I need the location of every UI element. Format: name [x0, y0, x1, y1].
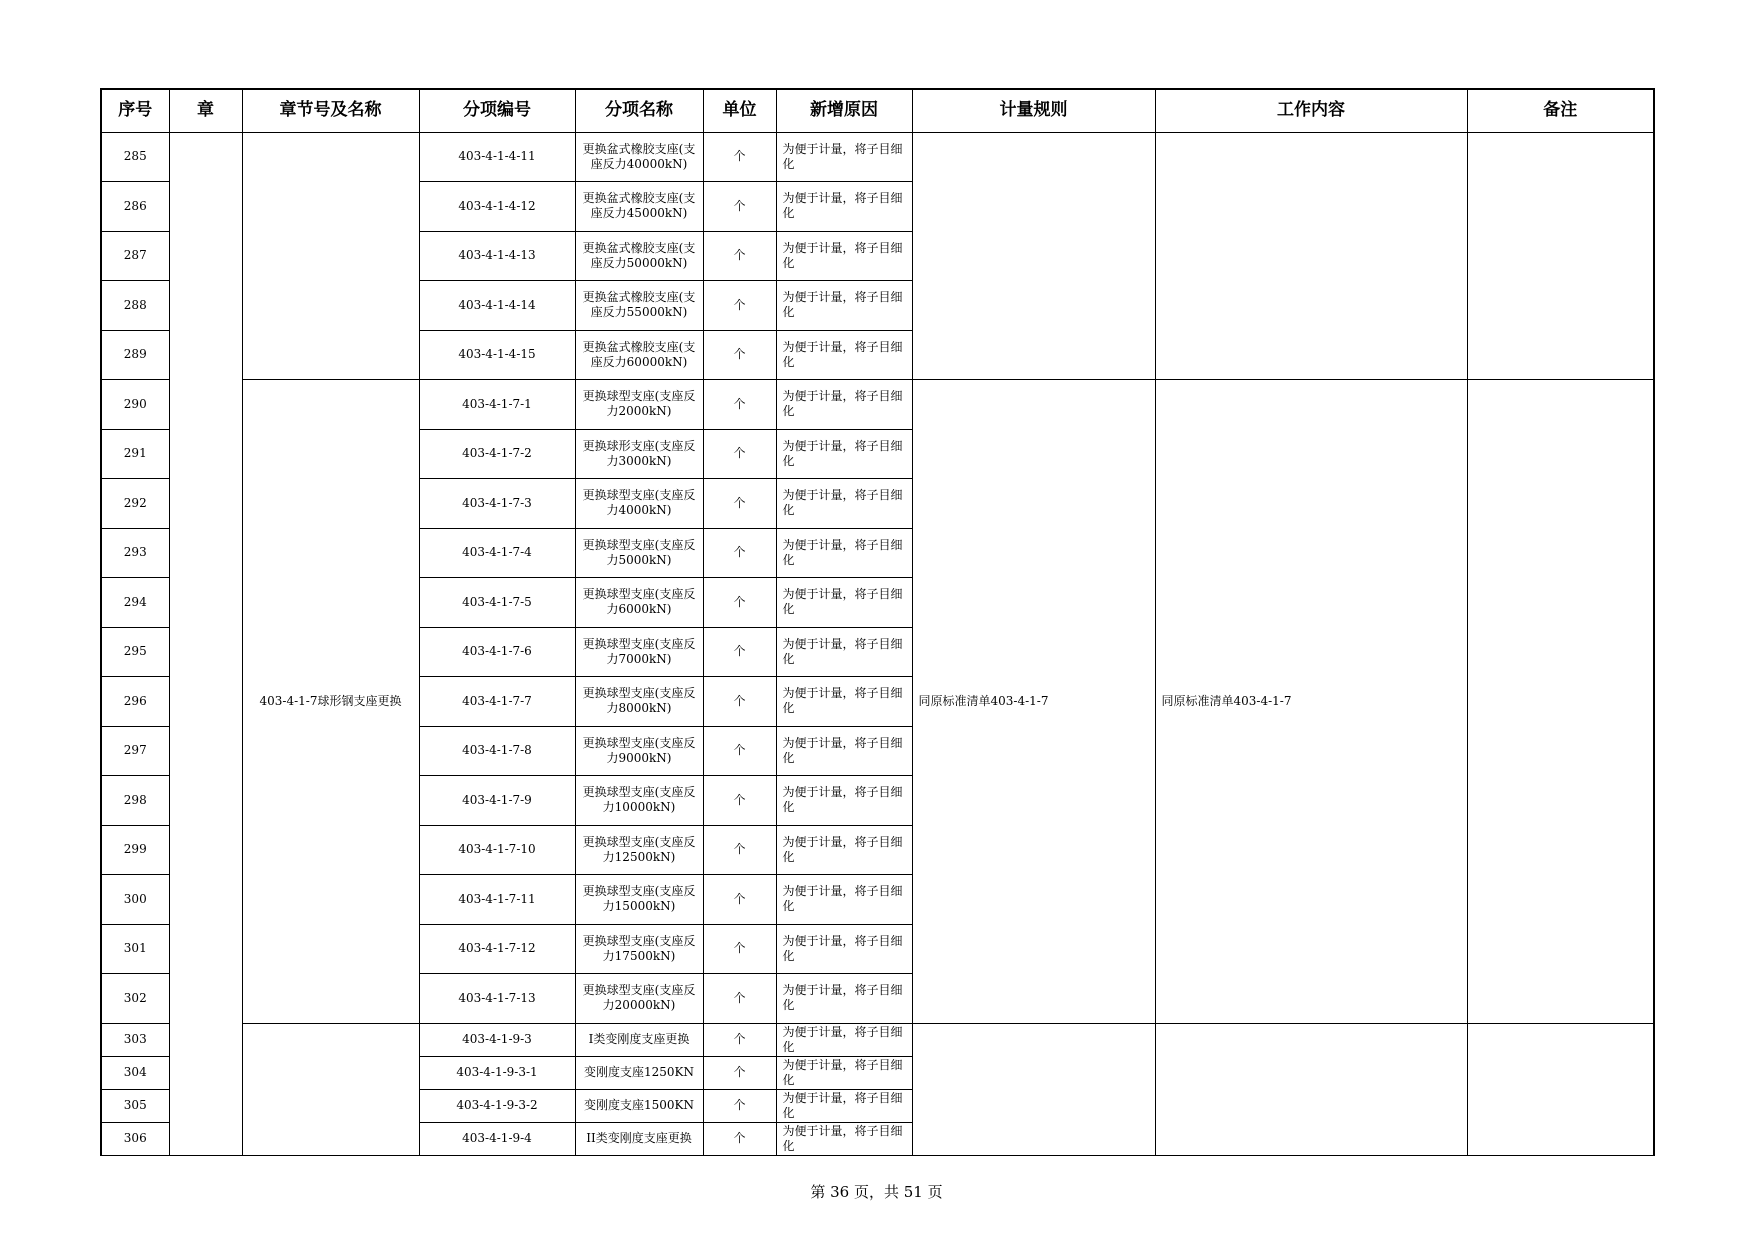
row-reason: 为便于计量，将子目细化 [776, 182, 912, 232]
row-unit: 个 [703, 528, 776, 578]
row-unit: 个 [703, 1023, 776, 1056]
row-item-name: II类变刚度支座更换 [575, 1122, 703, 1155]
row-unit: 个 [703, 1056, 776, 1089]
row-item-name: 更换球型支座(支座反力15000kN) [575, 875, 703, 925]
header-reason: 新增原因 [776, 89, 912, 132]
row-item-code: 403-4-1-7-3 [419, 479, 575, 529]
note-cell [1467, 1023, 1654, 1155]
row-item-name: 更换盆式橡胶支座(支座反力55000kN) [575, 281, 703, 331]
row-item-name: 更换盆式橡胶支座(支座反力60000kN) [575, 330, 703, 380]
table-row [101, 380, 1654, 430]
row-item-code: 403-4-1-9-3-1 [419, 1056, 575, 1089]
row-item-code: 403-4-1-7-7 [419, 677, 575, 727]
row-item-code: 403-4-1-7-9 [419, 776, 575, 826]
row-item-name: 变刚度支座1250KN [575, 1056, 703, 1089]
row-item-code: 403-4-1-7-4 [419, 528, 575, 578]
row-reason: 为便于计量，将子目细化 [776, 677, 912, 727]
row-seq: 297 [101, 726, 169, 776]
row-unit: 个 [703, 825, 776, 875]
row-item-name: 更换球型支座(支座反力2000kN) [575, 380, 703, 430]
note-cell [1467, 380, 1654, 1024]
row-seq: 295 [101, 627, 169, 677]
row-unit: 个 [703, 380, 776, 430]
row-reason: 为便于计量，将子目细化 [776, 825, 912, 875]
row-reason: 为便于计量，将子目细化 [776, 776, 912, 826]
table-row [101, 132, 1654, 182]
row-reason: 为便于计量，将子目细化 [776, 726, 912, 776]
row-item-name: 更换球型支座(支座反力9000kN) [575, 726, 703, 776]
row-item-code: 403-4-1-7-2 [419, 429, 575, 479]
row-item-name: 更换球形支座(支座反力3000kN) [575, 429, 703, 479]
row-seq: 293 [101, 528, 169, 578]
row-reason: 为便于计量，将子目细化 [776, 281, 912, 331]
row-seq: 298 [101, 776, 169, 826]
row-item-code: 403-4-1-4-14 [419, 281, 575, 331]
row-item-name: 更换球型支座(支座反力4000kN) [575, 479, 703, 529]
row-item-name: 变刚度支座1500KN [575, 1089, 703, 1122]
row-reason: 为便于计量，将子目细化 [776, 1089, 912, 1122]
row-item-code: 403-4-1-4-15 [419, 330, 575, 380]
bill-table [100, 88, 1655, 1156]
header-row [101, 89, 1654, 132]
row-item-name: 更换盆式橡胶支座(支座反力50000kN) [575, 231, 703, 281]
row-unit: 个 [703, 875, 776, 925]
row-item-name: 更换球型支座(支座反力6000kN) [575, 578, 703, 628]
row-seq: 300 [101, 875, 169, 925]
row-unit: 个 [703, 330, 776, 380]
row-item-name: I类变刚度支座更换 [575, 1023, 703, 1056]
row-unit: 个 [703, 429, 776, 479]
row-unit: 个 [703, 974, 776, 1024]
row-reason: 为便于计量，将子目细化 [776, 132, 912, 182]
row-seq: 305 [101, 1089, 169, 1122]
row-reason: 为便于计量，将子目细化 [776, 380, 912, 430]
row-reason: 为便于计量，将子目细化 [776, 578, 912, 628]
row-unit: 个 [703, 132, 776, 182]
row-seq: 290 [101, 380, 169, 430]
header-seq: 序号 [101, 89, 169, 132]
row-unit: 个 [703, 924, 776, 974]
row-item-name: 更换盆式橡胶支座(支座反力40000kN) [575, 132, 703, 182]
row-item-name: 更换盆式橡胶支座(支座反力45000kN) [575, 182, 703, 232]
row-seq: 286 [101, 182, 169, 232]
rule-cell [912, 132, 1155, 380]
table-body [101, 132, 1654, 1155]
row-reason: 为便于计量，将子目细化 [776, 479, 912, 529]
row-seq: 299 [101, 825, 169, 875]
row-seq: 292 [101, 479, 169, 529]
row-item-code: 403-4-1-7-5 [419, 578, 575, 628]
row-item-name: 更换球型支座(支座反力20000kN) [575, 974, 703, 1024]
row-reason: 为便于计量，将子目细化 [776, 1023, 912, 1056]
row-unit: 个 [703, 578, 776, 628]
row-unit: 个 [703, 281, 776, 331]
header-note: 备注 [1467, 89, 1654, 132]
row-item-code: 403-4-1-4-11 [419, 132, 575, 182]
row-seq: 303 [101, 1023, 169, 1056]
section-cell [242, 1023, 419, 1155]
row-reason: 为便于计量，将子目细化 [776, 627, 912, 677]
rule-cell [912, 1023, 1155, 1155]
header-chapter: 章 [169, 89, 242, 132]
header-item-name: 分项名称 [575, 89, 703, 132]
row-seq: 287 [101, 231, 169, 281]
row-item-name: 更换球型支座(支座反力5000kN) [575, 528, 703, 578]
row-reason: 为便于计量，将子目细化 [776, 1122, 912, 1155]
note-cell [1467, 132, 1654, 380]
row-seq: 288 [101, 281, 169, 331]
work-cell [1155, 1023, 1467, 1155]
row-item-code: 403-4-1-7-13 [419, 974, 575, 1024]
row-unit: 个 [703, 726, 776, 776]
row-reason: 为便于计量，将子目细化 [776, 330, 912, 380]
row-seq: 296 [101, 677, 169, 727]
row-item-code: 403-4-1-4-13 [419, 231, 575, 281]
section-cell: 403-4-1-7球形钢支座更换 [242, 380, 419, 1024]
row-item-name: 更换球型支座(支座反力12500kN) [575, 825, 703, 875]
header-work: 工作内容 [1155, 89, 1467, 132]
row-item-code: 403-4-1-7-11 [419, 875, 575, 925]
rule-cell: 同原标准清单403-4-1-7 [912, 380, 1155, 1024]
row-item-name: 更换球型支座(支座反力8000kN) [575, 677, 703, 727]
row-item-code: 403-4-1-7-10 [419, 825, 575, 875]
row-seq: 285 [101, 132, 169, 182]
row-seq: 291 [101, 429, 169, 479]
row-reason: 为便于计量，将子目细化 [776, 429, 912, 479]
row-unit: 个 [703, 1089, 776, 1122]
row-item-name: 更换球型支座(支座反力7000kN) [575, 627, 703, 677]
row-item-code: 403-4-1-9-3 [419, 1023, 575, 1056]
row-item-code: 403-4-1-4-12 [419, 182, 575, 232]
row-reason: 为便于计量，将子目细化 [776, 974, 912, 1024]
row-seq: 304 [101, 1056, 169, 1089]
header-rule: 计量规则 [912, 89, 1155, 132]
section-cell [242, 132, 419, 380]
row-item-code: 403-4-1-9-4 [419, 1122, 575, 1155]
row-seq: 306 [101, 1122, 169, 1155]
header-item-code: 分项编号 [419, 89, 575, 132]
row-reason: 为便于计量，将子目细化 [776, 528, 912, 578]
row-item-name: 更换球型支座(支座反力17500kN) [575, 924, 703, 974]
header-section: 章节号及名称 [242, 89, 419, 132]
work-cell [1155, 132, 1467, 380]
row-reason: 为便于计量，将子目细化 [776, 231, 912, 281]
work-cell: 同原标准清单403-4-1-7 [1155, 380, 1467, 1024]
row-seq: 294 [101, 578, 169, 628]
row-unit: 个 [703, 479, 776, 529]
row-unit: 个 [703, 627, 776, 677]
row-item-code: 403-4-1-7-12 [419, 924, 575, 974]
row-item-name: 更换球型支座(支座反力10000kN) [575, 776, 703, 826]
header-unit: 单位 [703, 89, 776, 132]
row-unit: 个 [703, 776, 776, 826]
chapter-cell [169, 132, 242, 1155]
table-row [101, 1023, 1654, 1056]
row-seq: 301 [101, 924, 169, 974]
row-unit: 个 [703, 231, 776, 281]
row-reason: 为便于计量，将子目细化 [776, 1056, 912, 1089]
row-unit: 个 [703, 182, 776, 232]
row-reason: 为便于计量，将子目细化 [776, 875, 912, 925]
row-unit: 个 [703, 1122, 776, 1155]
row-item-code: 403-4-1-7-6 [419, 627, 575, 677]
row-reason: 为便于计量，将子目细化 [776, 924, 912, 974]
row-item-code: 403-4-1-7-1 [419, 380, 575, 430]
row-seq: 289 [101, 330, 169, 380]
row-unit: 个 [703, 677, 776, 727]
row-item-code: 403-4-1-9-3-2 [419, 1089, 575, 1122]
page-number: 第 36 页，共 51 页 [810, 1183, 943, 1201]
row-seq: 302 [101, 974, 169, 1024]
row-item-code: 403-4-1-7-8 [419, 726, 575, 776]
